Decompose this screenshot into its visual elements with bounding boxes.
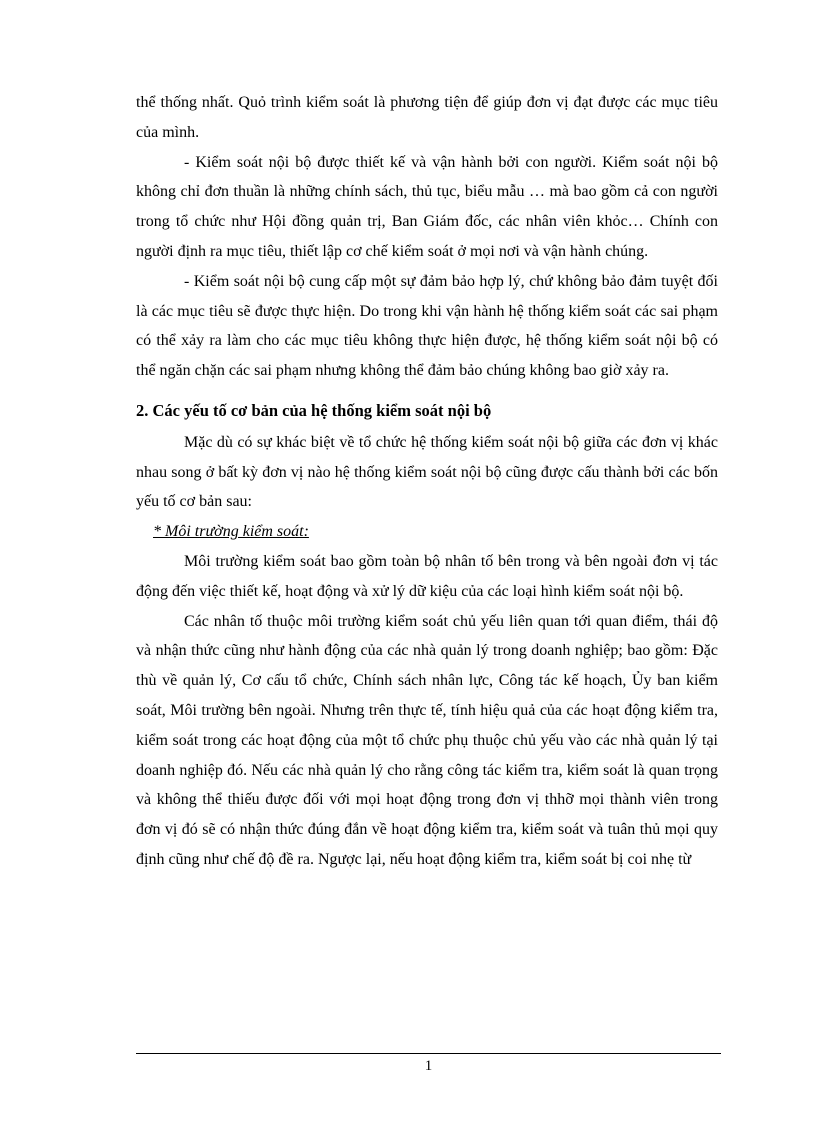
footer-divider <box>136 1053 721 1054</box>
paragraph-continuation: thể thống nhất. Quỏ trình kiểm soát là phương tiện để giúp đơn vị đạt được các mục tiêu của mình. <box>136 94 718 141</box>
subheading-control-environment: * Môi trường kiểm soát: <box>153 523 309 541</box>
paragraph-designed-by-people: - Kiểm soát nội bộ được thiết kế và vận hành bởi con người. Kiểm soát nội bộ không chỉ đơn thuần là những chính sách, thủ tục, biểu mẫu … mà bao gồm cả con người trong tổ chức như Hội đồng quản trị, Ban Giám đốc, các nhân viên khỏc… Chính con người định ra mục tiêu, thiết lập cơ chế kiểm soát ở mọi nơi và vận hành chúng. <box>136 153 718 260</box>
paragraph-reasonable-assurance: - Kiểm soát nội bộ cung cấp một sự đảm bảo hợp lý, chứ không bảo đảm tuyệt đối là các mục tiêu sẽ được thực hiện. Do trong khi vận hành hệ thống kiểm soát các sai phạm có thể xảy ra làm cho các mục tiêu không thực hiện được, hệ thống kiểm soát nội bộ có thể ngăn chặn các sai phạm nhưng không thể đảm bảo chúng không bao giờ xảy ra. <box>136 272 718 380</box>
page-body <box>136 88 718 875</box>
section-heading: 2. Các yếu tố cơ bản của hệ thống kiểm soát nội bộ <box>136 400 492 420</box>
page-number: 1 <box>424 1058 433 1074</box>
paragraph-control-environment-definition: Môi trường kiểm soát bao gồm toàn bộ nhân tố bên trong và bên ngoài đơn vị tác động đến việc thiết kế, hoạt động và xử lý dữ kiệu của các loại hình kiểm soát nội bộ. <box>136 552 718 600</box>
paragraph-control-environment-factors: Các nhân tố thuộc môi trường kiểm soát chủ yếu liên quan tới quan điểm, thái độ và nhận thức cũng như hành động của các nhà quản lý trong doanh nghiệp; bao gồm: Đặc thù về quản lý, Cơ cấu tổ chức, Chính sách nhân lực, Công tác kế hoạch, Ủy ban kiểm soát, Môi trường bên ngoài. Nhưng trên thực tế, tính hiệu quả của các hoạt động kiểm tra, kiểm soát trong các hoạt động của một tổ chức phụ thuộc chủ yếu vào các nhà quản lý tại doanh nghiệp đó. Nếu các nhà quản lý cho rằng công tác kiểm tra, kiểm soát là quan trọng và không thể thiếu được đối với mọi hoạt động trong đơn vị thhỡ mọi thành viên trong đơn vị đó sẽ có nhận thức đúng đắn về hoạt động kiểm tra, kiểm soát và tuân thủ mọi quy định cũng như chế độ đề ra. Ngược lại, nếu hoạt động kiểm tra, kiểm soát bị coi nhẹ từ <box>136 612 718 868</box>
paragraph-section-intro: Mặc dù có sự khác biệt về tổ chức hệ thống kiểm soát nội bộ giữa các đơn vị khác nhau song ở bất kỳ đơn vị nào hệ thống kiểm soát nội bộ cũng được cấu thành bởi các bốn yếu tố cơ bản sau: <box>136 433 718 511</box>
